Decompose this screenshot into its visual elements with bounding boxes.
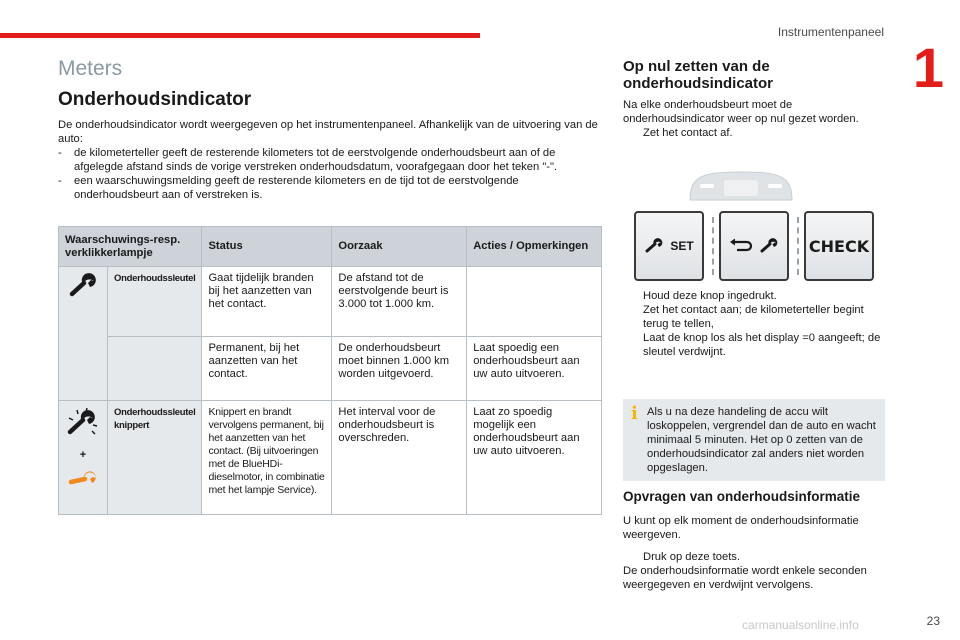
arrow-bullet-icon [623,126,643,140]
step-text: Houd deze knop ingedrukt. [643,290,777,302]
status-cell: Gaat tijdelijk branden bij het aanzetten van het contact. [202,267,332,337]
cause-cell: De afstand tot de eerstvolgende beurt is 3.000 tot 1.000 km. [332,267,467,337]
col-header-cause: Oorzaak [332,227,467,267]
return-arrow-icon [729,237,753,255]
reset-intro-section [623,98,888,140]
watermark: carmanualsonline.info [742,618,859,632]
step-item [623,126,888,140]
info-note-box [623,399,885,481]
arrow-bullet-icon [623,331,643,359]
check-button[interactable] [804,211,874,281]
col-header-status: Status [202,227,332,267]
status-cell: Permanent, bij het aanzetten van het contact. [202,337,332,401]
action-cell: Laat spoedig een onderhoudsbeurt aan uw auto uitvoeren. [467,337,602,401]
bullet-item [58,146,603,174]
bullet-text: de kilometerteller geeft de resterende kilometers tot de eerstvolgende onderhoudsbeurt aan of de afgelegde afstand sinds de vorige verstreken onderhoudsdatum, voorafgegaan door het teken "-". [74,147,558,173]
wrench-icon [68,272,98,298]
instrument-cluster-illustration [686,170,796,204]
set-button[interactable] [634,211,704,281]
bullet-item [58,174,603,202]
query-heading: Opvragen van onderhoudsinformatie [623,489,861,504]
bullet-text: een waarschuwingsmelding geeft de resterende kilometers en de tijd tot de eerstvolgende onderhoudsbeurt aan of verstreken is. [74,175,519,201]
action-cell [467,267,602,337]
step-text: Zet het contact af. [643,127,733,139]
table-row [59,401,602,515]
separator [712,217,714,275]
bullet-dash: - [58,147,62,159]
query-text: U kunt op elk moment de onderhoudsinformatie weergeven. [623,515,859,541]
set-button-label: SET [670,239,694,253]
control-buttons [634,211,876,281]
info-icon: i [631,403,638,424]
bullet-dash: - [58,175,62,187]
step-text: Laat de knop los als het display =0 aangeeft; de sleutel verdwijnt. [643,332,881,358]
arrow-bullet-icon [623,289,643,303]
cause-cell: Het interval voor de onderhoudsbeurt is overschreden. [332,401,467,515]
arrow-bullet-icon [623,303,643,331]
check-button-label: CHECK [808,236,870,256]
blinking-wrench-icon [65,406,101,440]
lamp-name: Onderhoudssleutel [108,267,202,337]
section-header: Instrumentenpaneel [777,25,884,39]
wrench-icon [644,238,664,254]
lamp-icon-cell [59,401,108,515]
page-number: 23 [926,614,940,628]
intro-text: De onderhoudsindicator wordt weergegeven op het instrumentenpaneel. Afhankelijk van de uitvoering van de auto: [58,119,598,145]
step-item [623,289,888,303]
table-row [59,337,602,401]
wrench-icon [759,238,779,254]
col-header-action: Acties / Opmerkingen [467,227,602,267]
status-cell: Knippert en brandt vervolgens permanent, bij het aanzetten van het contact. (Bij uitvoeringen met de BlueHDi-dieselmotor, in combinatie met het lampje Service). [202,401,332,515]
step-text: Zet het contact aan; de kilometerteller begint terug te tellen, [643,304,864,330]
reset-intro: Na elke onderhoudsbeurt moet de onderhoudsindicator weer op nul gezet worden. [623,99,859,125]
reset-button[interactable] [719,211,789,281]
query-result-text: De onderhoudsinformatie wordt enkele seconden weergegeven en verdwijnt vervolgens. [623,565,867,591]
reset-steps [623,289,888,359]
step-text: Druk op deze toets. [643,551,741,563]
reset-heading: Op nul zetten van de onderhoudsindicator [623,58,773,92]
orange-wrench-icon [68,470,98,488]
table-row [59,267,602,337]
arrow-bullet-icon [623,550,643,564]
cause-cell: De onderhoudsbeurt moet binnen 1.000 km worden uitgevoerd. [332,337,467,401]
action-cell: Laat zo spoedig mogelijk een onderhoudsbeurt aan uw auto uitvoeren. [467,401,602,515]
intro-section [58,118,603,202]
plus-sign: + [79,449,87,461]
meters-heading: Meters [58,57,123,80]
info-note-text: Als u na deze handeling de accu wilt loskoppelen, vergrendel dan de auto en wacht minimaal 5 minuten. Het op 0 zetten van de onderhoudsindicator zal anders niet worden opgeslagen. [647,406,876,474]
page-title: Onderhoudsindicator [58,89,252,110]
table-header-row [59,227,602,267]
chapter-color-bar [0,33,480,38]
lamp-name: Onderhoudssleutel knippert [108,401,202,515]
step-item [623,331,888,359]
query-steps [623,550,888,592]
step-item [623,303,888,331]
lamp-name [108,337,202,401]
chapter-number: 1 [912,36,944,99]
step-item [623,550,888,564]
col-header-lamp: Waarschuwings-resp. verklikkerlampje [59,227,202,267]
warning-lamp-table [58,226,602,515]
lamp-icon-cell [59,267,108,401]
separator [797,217,799,275]
